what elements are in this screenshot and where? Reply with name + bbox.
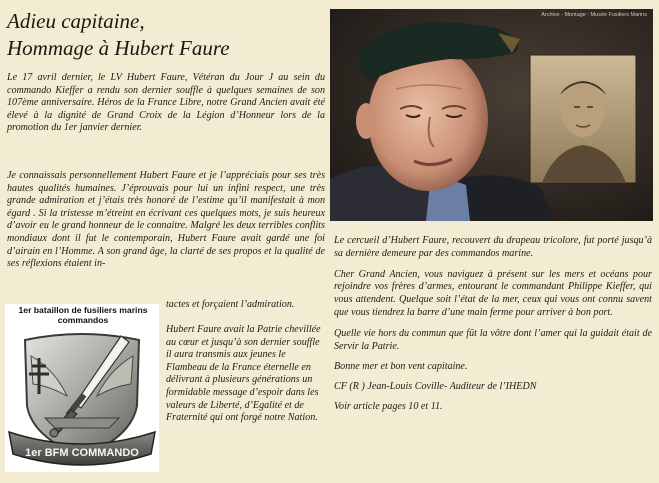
paragraph-funeral: Le cercueil d’Hubert Faure, recouvert du drapeau tricolore, fut porté jusqu’à sa dernière demeure par des commandos marine. xyxy=(334,235,652,259)
photo-credit: Archive - Montage : Musée Fusiliers Marins xyxy=(541,12,647,18)
paragraph-patrie: Hubert Faure avait la Patrie chevillée au cœur et jusqu’à son dernier souffle il aura transmis aux jeunes le Flambeau de la France éternelle en délivrant à plusieurs générations un formidable message d’espoir dans les valeurs de Liberté, d’Egalité et de Fraternité qui ont forgé notre Nation. xyxy=(166,324,321,424)
badge-emblem-icon xyxy=(5,326,159,472)
paragraph-personal: Je connaissais personnellement Hubert Faure et je l’appréciais pour ses très hautes qualités humaines. J’éprouvais pour lui un infini respect, une très grande admiration et j’étais très honoré de l’estime qu’il manifestait à mon égard . Si la tristesse m’étreint en écrivant ces quelques mots, je suis heureux d’avoir eu le grand honneur de le connaitre. Malgré les deux terribles conflits mondiaux dont il fut le contemporain, Hubert Faure avait gardé une foi d’airain en l’Homme. A son grand âge, la clarté de ses propos et la qualité de ses réflexions étaient in- xyxy=(7,170,325,270)
article-title xyxy=(7,8,327,62)
paragraph-personal-end: tactes et forçaient l’admiration. xyxy=(166,299,295,310)
badge-title-line-2: commandos xyxy=(57,314,109,325)
portrait-photo xyxy=(330,9,653,221)
see-also-link[interactable]: Voir article pages 10 et 11. xyxy=(334,400,443,412)
title-line-2: Hommage à Hubert Faure xyxy=(7,36,230,60)
badge-title-line-1: 1er bataillon de fusiliers marins xyxy=(18,305,148,315)
hubert-faure-portrait-icon xyxy=(330,9,653,221)
badge-title xyxy=(8,306,158,325)
title-line-1: Adieu capitaine, xyxy=(7,9,145,33)
paragraph-goodbye: Bonne mer et bon vent capitaine. xyxy=(334,361,468,373)
young-soldier-photo-icon xyxy=(530,55,636,183)
signature: CF (R ) Jean-Louis Coville- Auditeur de l’IHEDN xyxy=(334,381,537,393)
paragraph-life: Quelle vie hors du commun que fût la vôtre dont l’amer qui la guidait était de Servir la Patrie. xyxy=(334,327,652,352)
right-column xyxy=(334,235,652,422)
badge-ribbon-text: 1er BFM COMMANDO xyxy=(25,447,139,459)
commando-badge xyxy=(5,304,159,472)
paragraph-farewell: Cher Grand Ancien, vous naviguez à présent sur les mers et océans pour rejoindre vos frères d’armes, entourant le commandant Philippe Kieffer, qui vous attendent. Quelque soit l’état de la mer, ceux qui vous ont connu savent que vous tiendrez la barre d’une main ferme pour arriver à bon port. xyxy=(334,268,652,318)
paragraph-intro: Le 17 avril dernier, le LV Hubert Faure, Vétéran du Jour J au sein du commando Kieffer a rendu son dernier souffle à quelques semaines de son 107ème anniversaire. Héros de la France Libre, notre Grand Ancien avait été élevé à la dignité de Grand Croix de la Légion d’Honneur lors de la promotion du 1er janvier dernier. xyxy=(7,72,325,134)
